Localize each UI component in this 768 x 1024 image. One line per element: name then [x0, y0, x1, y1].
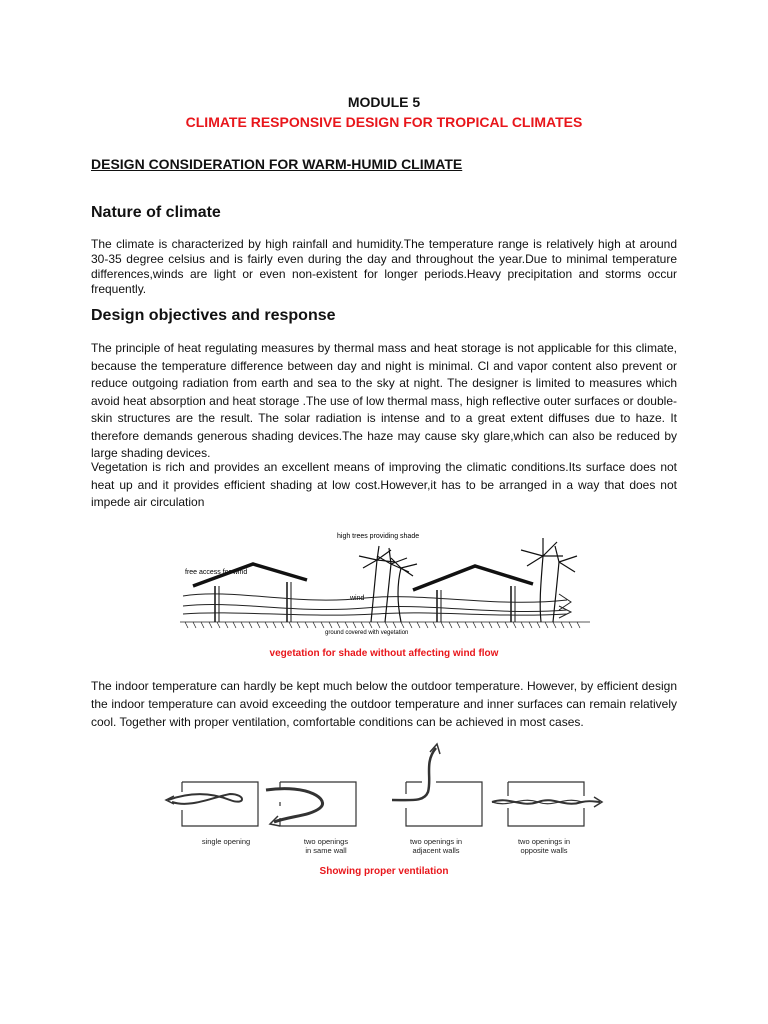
wind-arrows	[183, 594, 571, 618]
objectives-heading: Design objectives and response	[91, 307, 336, 324]
nature-heading: Nature of climate	[91, 204, 221, 221]
figure1-label-ground: ground covered with vegetation	[325, 630, 409, 636]
figure1-label-trees: high trees providing shade	[337, 533, 420, 540]
ventilation-figure	[160, 742, 610, 862]
objectives-paragraph-3: The indoor temperature can hardly be kept much below the outdoor temperature. However, by efficient design the indoor temperature can avoid exceeding the outdoor temperature and inner surfaces can remain relatively cool. Together with proper ventilation, comfortable conditions can be achieved in most cases.	[91, 679, 677, 729]
objectives-paragraph-2: Vegetation is rich and provides an excellent means of improving the climatic conditions.Its surface does not heat up and it provides efficient shading at low cost.However,it has to be arranged in a way that does not impede air circulation	[91, 460, 677, 509]
ventilation-opposite-walls	[492, 782, 602, 826]
label-opposite-line1: two openings in	[517, 837, 571, 846]
module-heading: MODULE 5	[347, 94, 421, 110]
ventilation-adjacent-walls	[392, 744, 482, 826]
ground-hatching	[180, 622, 590, 628]
ventilation-single-opening	[166, 782, 258, 826]
ventilation-same-wall	[266, 782, 356, 826]
module-subtitle: CLIMATE RESPONSIVE DESIGN FOR TROPICAL CLIMATES	[185, 114, 583, 130]
label-adjacent-line1: two openings in	[409, 837, 463, 846]
label-same-wall-line2: in same wall	[305, 846, 347, 855]
label-single-opening: single opening	[201, 837, 251, 846]
figure1-label-wind: wind	[350, 595, 365, 602]
nature-paragraph: The climate is characterized by high rainfall and humidity.The temperature range is relatively high at around 30-35 degree celsius and is fairly even during the day and throughout the year.Due to minimal temperature differences,winds are light or even non-existent for longer periods.Heavy precipitation and storms occur frequently.	[91, 237, 677, 296]
label-adjacent-line2: adjacent walls	[412, 846, 460, 855]
objectives-paragraph-1: The principle of heat regulating measures by thermal mass and heat storage is not applicable for this climate, because the temperature difference between day and night is minimal. Cl and vapor content also prevent or reduce outgoing radiation from earth and sea to the sky at night. The designer is limited to measures which avoid heat absorption and heat storage .The use of low thermal mass, high reflective outer surfaces or double-skin structures are the result. The solar radiation is intense and to a great extent diffuses due to haze. It therefore demands generous shading devices.The haze may cause sky glare,which can also be reduced by large shading devices.	[91, 341, 677, 460]
label-same-wall-line1: two openings	[303, 837, 349, 846]
vegetation-wind-figure	[175, 522, 595, 640]
label-opposite-line2: opposite walls	[520, 846, 568, 855]
section-title: DESIGN CONSIDERATION FOR WARM-HUMID CLIMATE	[91, 156, 463, 172]
figure2-caption: Showing proper ventilation	[319, 866, 449, 877]
figure1-caption: vegetation for shade without affecting wind flow	[269, 648, 499, 659]
figure1-label-access: free access for wind	[185, 569, 248, 576]
